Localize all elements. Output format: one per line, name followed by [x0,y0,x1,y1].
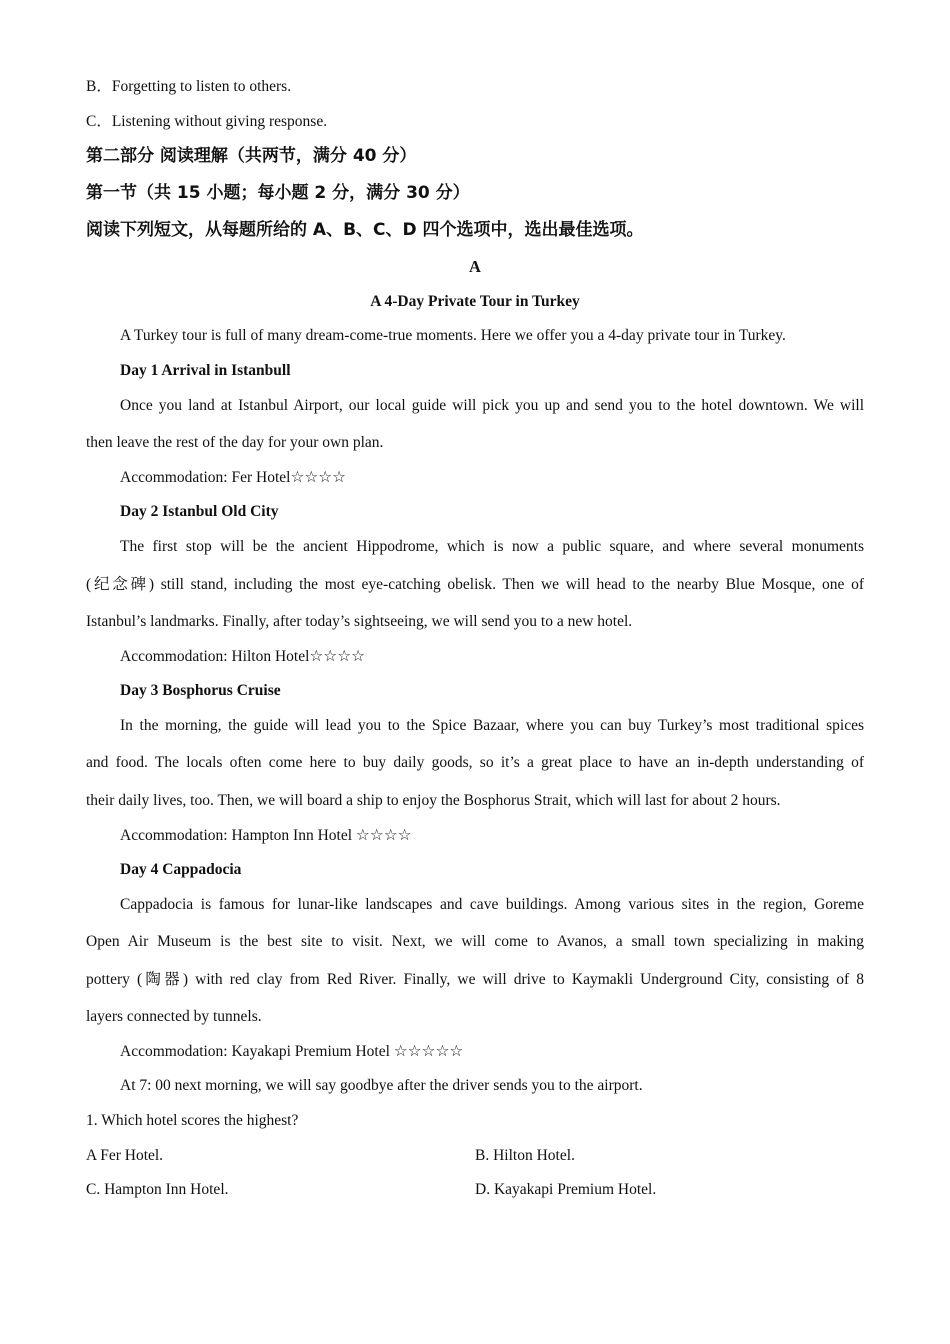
day3-paragraph-line: their daily lives, too. Then, we will board a ship to enjoy the Bosphorus Strait, which will last for about 2 hours. [86,792,781,809]
subsection-heading: 第一节（共 15 小题；每小题 2 分，满分 30 分） [86,183,470,203]
day4-heading: Day 4 Cappadocia [120,861,242,878]
part-heading: 第二部分 阅读理解（共两节，满分 40 分） [86,146,417,166]
day3-heading: Day 3 Bosphorus Cruise [120,682,281,699]
day4-paragraph-line: Open Air Museum is the best site to visit. Next, we will come to Avanos, a small town specializing in making [86,933,864,950]
day4-paragraph-line: pottery (陶器) with red clay from Red River. Finally, we will drive to Kaymakli Underground City, consisting of 8 [86,971,864,988]
passage-label: A [469,257,481,276]
intro-paragraph: A Turkey tour is full of many dream-come-true moments. Here we offer you a 4-day private tour in Turkey. [120,327,786,344]
question-1-option-a: A Fer Hotel. [86,1147,164,1164]
question-1-option-d: D. Kayakapi Premium Hotel. [475,1181,657,1198]
day1-paragraph-line: then leave the rest of the day for your own plan. [86,434,384,451]
previous-option-b: B．Forgetting to listen to others. [86,78,292,95]
day4-paragraph-line: Cappadocia is famous for lunar-like landscapes and cave buildings. Among various sites in the region, Goreme [120,896,864,913]
day3-accommodation: Accommodation: Hampton Inn Hotel ☆☆☆☆ [120,827,412,844]
previous-option-c: C．Listening without giving response. [86,113,328,130]
instruction: 阅读下列短文，从每题所给的 A、B、C、D 四个选项中，选出最佳选项。 [86,220,644,240]
day1-paragraph-line: Once you land at Istanbul Airport, our local guide will pick you up and send you to the hotel downtown. We will [120,397,864,414]
day2-paragraph-line: Istanbul’s landmarks. Finally, after today’s sightseeing, we will send you to a new hotel. [86,613,633,630]
passage-title: A 4-Day Private Tour in Turkey [370,293,580,310]
closing-paragraph: At 7: 00 next morning, we will say goodbye after the driver sends you to the airport. [120,1077,643,1094]
question-1-option-c: C. Hampton Inn Hotel. [86,1181,229,1198]
day3-paragraph-line: and food. The locals often come here to buy daily goods, so it’s a great place to have an in-depth understanding of [86,754,864,771]
day4-accommodation: Accommodation: Kayakapi Premium Hotel ☆☆☆☆☆ [120,1043,464,1060]
day3-paragraph-line: In the morning, the guide will lead you to the Spice Bazaar, where you can buy Turkey’s most traditional spices [120,717,864,734]
day2-heading: Day 2 Istanbul Old City [120,503,279,520]
day1-heading: Day 1 Arrival in Istanbull [120,362,291,379]
day2-accommodation: Accommodation: Hilton Hotel☆☆☆☆ [120,648,365,665]
day4-paragraph-line: layers connected by tunnels. [86,1008,262,1025]
day2-paragraph-line: The first stop will be the ancient Hippodrome, which is now a public square, and where several monuments [120,538,864,555]
question-1-stem: 1. Which hotel scores the highest? [86,1112,299,1129]
question-1-option-b: B. Hilton Hotel. [475,1147,575,1164]
day1-accommodation: Accommodation: Fer Hotel☆☆☆☆ [120,469,347,486]
day2-paragraph-line: (纪念碑) still stand, including the most eye-catching obelisk. Then we will head to the nearby Blue Mosque, one of [86,576,864,593]
